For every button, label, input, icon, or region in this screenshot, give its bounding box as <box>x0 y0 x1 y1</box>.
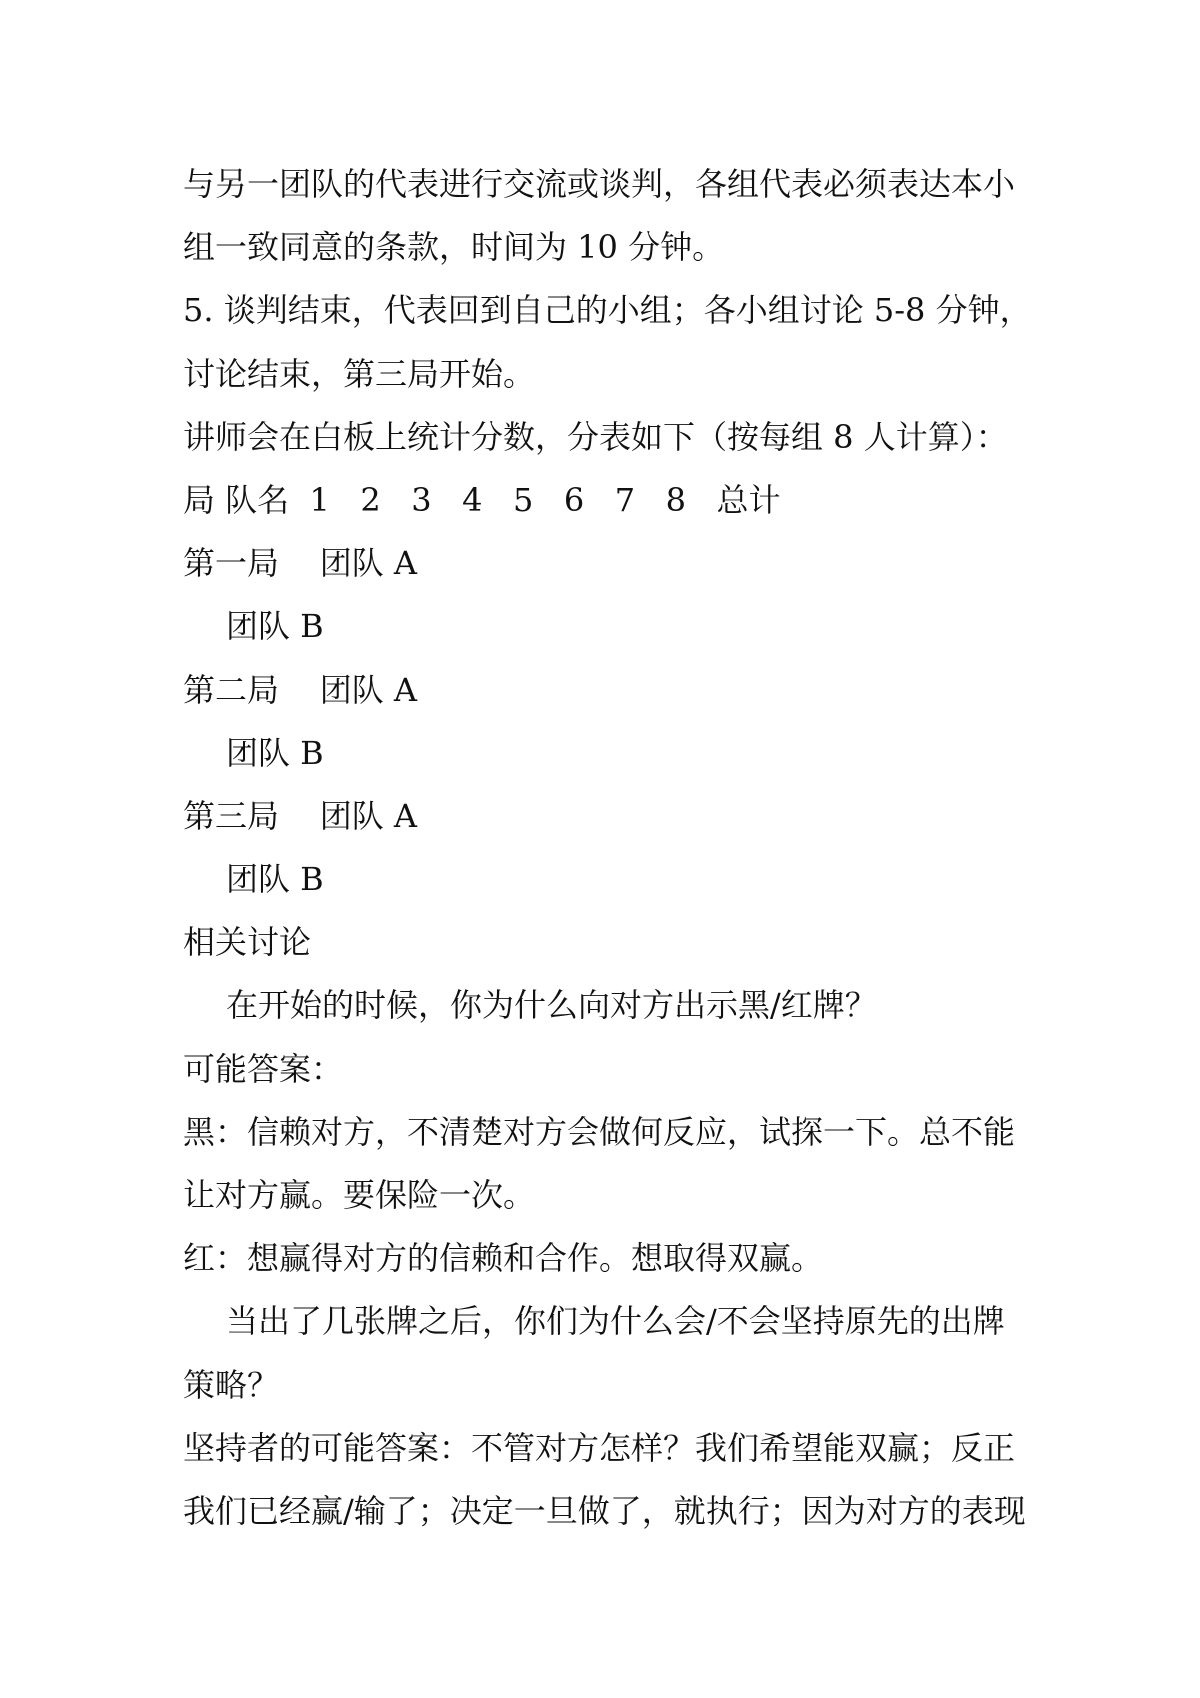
score-row-round-2-team-a: 第二局 团队 A <box>183 670 417 709</box>
text-line-5: 讲师会在白板上统计分数，分表如下（按每组 8 人计算）： <box>183 417 1008 456</box>
section-heading: 相关讨论 <box>183 923 312 962</box>
text-line-4: 讨论结束，第三局开始。 <box>183 354 536 393</box>
document-body <box>183 153 1033 1543</box>
question-2-line-2: 策略？ <box>183 1365 280 1404</box>
score-row-round-3-team-b: 团队 B <box>226 860 324 899</box>
text-line-3: 5. 谈判结束，代表回到自己的小组；各小组讨论 5-8 分钟， <box>183 291 1032 330</box>
score-row-round-1-team-b: 团队 B <box>226 607 324 646</box>
answer-label: 可能答案： <box>183 1049 344 1088</box>
answer-black-line-1: 黑：信赖对方，不清楚对方会做何反应，试探一下。总不能 <box>183 1112 1016 1151</box>
score-row-round-1-team-a: 第一局 团队 A <box>183 544 417 583</box>
score-table-header: 局 队名 1 2 3 4 5 6 7 8 总计 <box>183 480 781 519</box>
answer-persist-line-1: 坚持者的可能答案：不管对方怎样？我们希望能双赢；反正 <box>183 1428 1016 1467</box>
answer-black-line-2: 让对方赢。要保险一次。 <box>183 1176 536 1214</box>
question-1: 在开始的时候，你为什么向对方出示黑/红牌？ <box>226 986 877 1025</box>
answer-persist-line-2: 我们已经赢/输了；决定一旦做了，就执行；因为对方的表现 <box>183 1491 1026 1530</box>
text-line-2: 组一致同意的条款，时间为 10 分钟。 <box>183 228 725 267</box>
score-row-round-3-team-a: 第三局 团队 A <box>183 796 417 835</box>
question-2-line-1: 当出了几张牌之后，你们为什么会/不会坚持原先的出牌 <box>226 1302 1005 1341</box>
score-row-round-2-team-b: 团队 B <box>226 733 324 772</box>
answer-red: 红：想赢得对方的信赖和合作。想取得双赢。 <box>183 1239 824 1278</box>
text-line-1: 与另一团队的代表进行交流或谈判，各组代表必须表达本小 <box>183 165 1016 203</box>
